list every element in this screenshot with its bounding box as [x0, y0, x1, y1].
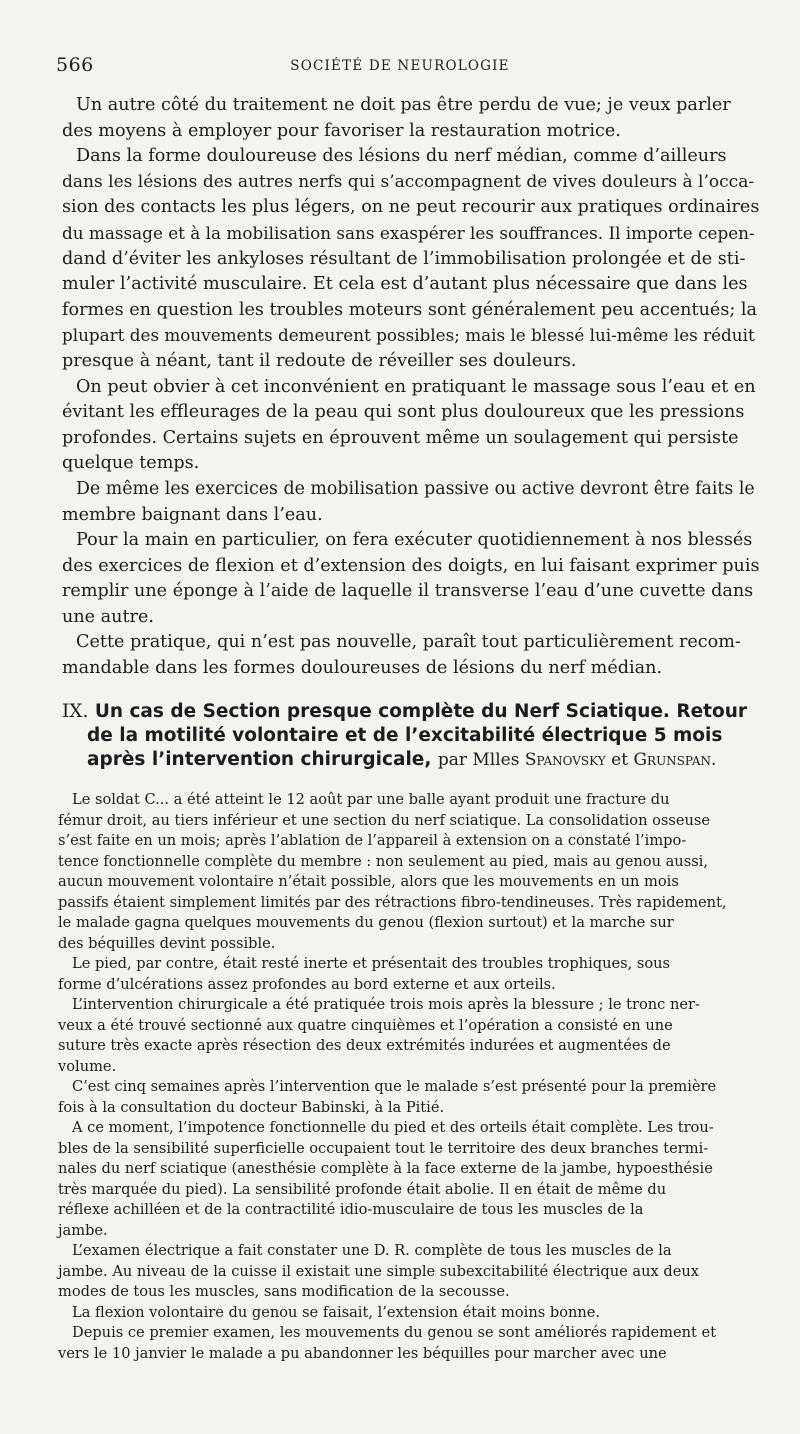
text-line: volume.: [58, 1057, 117, 1075]
text-line: veux a été trouvé sectionné aux quatre cinquièmes et l’opération a consisté en une: [58, 1016, 673, 1034]
section-heading-line: [62, 700, 782, 724]
text-line: mandable dans les formes douloureuses de lésions du nerf médian.: [62, 658, 663, 679]
text-line: Un autre côté du traitement ne doit pas être perdu de vue; je veux parler: [76, 95, 731, 115]
text-line: On peut obvier à cet inconvénient en pratiquant le massage sous l’eau et en: [76, 376, 756, 397]
text-line: fois à la consultation du docteur Babinski, à la Pitié.: [58, 1098, 445, 1116]
text-line: Le pied, par contre, était resté inerte et présentait des troubles trophiques, sous: [72, 955, 671, 972]
text-line: dans les lésions des autres nerfs qui s’accompagnent de vives douleurs à l’occa-: [62, 171, 755, 192]
case-report-text: [58, 790, 788, 1364]
text-line: profondes. Certains sujets en éprouvent même un soulagement qui persiste: [62, 427, 739, 448]
text-line: membre baignant dans l’eau.: [62, 504, 323, 525]
text-line: tence fonctionnelle complète du membre : non seulement au pied, mais au genou aussi,: [58, 852, 708, 870]
text-line: des moyens à employer pour favoriser la restauration motrice.: [62, 120, 621, 141]
text-line: Cette pratique, qui n’est pas nouvelle, paraît tout particulièrement recom-: [76, 632, 741, 653]
text-line: A ce moment, l’impotence fonctionnelle du pied et des orteils était complète. Les trou-: [72, 1119, 714, 1136]
text-line: bles de la sensibilité superficielle occupaient tout le territoire des deux branches termi-: [58, 1139, 709, 1157]
text-line: L’intervention chirurgicale a été pratiquée trois mois après la blessure ; le tronc ner-: [72, 996, 700, 1013]
section-heading: [62, 700, 782, 772]
text-line: des béquilles devint possible.: [58, 934, 276, 952]
page-number: 566: [56, 54, 94, 76]
text-line: aucun mouvement volontaire n’était possible, alors que les mouvements en un mois: [58, 873, 679, 890]
text-line: du massage et à la mobilisation sans exaspérer les souffrances. Il importe cepen-: [62, 222, 755, 243]
text-line: modes de tous les muscles, sans modification de la secousse.: [58, 1283, 510, 1300]
byline: [438, 750, 717, 770]
byline-prefix: par Mlles: [437, 750, 520, 770]
text-line: le malade gagna quelques mouvements du genou (flexion surtout) et la marche sur: [58, 914, 674, 931]
text-line: Depuis ce premier examen, les mouvements du genou se sont améliorés rapidement et: [72, 1324, 717, 1341]
text-line: remplir une éponge à l’aide de laquelle il transverse l’eau d’une cuvette dans: [62, 581, 754, 602]
text-line: La flexion volontaire du genou se faisait, l’extension était moins bonne.: [72, 1303, 601, 1321]
text-line: s’est faite en un mois; après l’ablation de l’appareil à extension on a constaté l’impo-: [58, 832, 687, 849]
text-line: plupart des mouvements demeurent possibles; mais le blessé lui-même les réduit: [62, 325, 755, 346]
body-text: [62, 93, 762, 682]
author-name: Grunspan.: [633, 750, 717, 770]
text-line: formes en question les troubles moteurs sont généralement peu accentués; la: [62, 299, 757, 320]
text-line: sion des contacts les plus légers, on ne peut recourir aux pratiques ordinaires: [62, 197, 760, 218]
text-line: réflexe achilléen et de la contractilité idio-musculaire de tous les muscles de la: [58, 1201, 644, 1218]
text-line: Dans la forme douloureuse des lésions du nerf médian, comme d’ailleurs: [76, 146, 727, 167]
section-number: IX.: [62, 701, 89, 722]
text-line: Le soldat C... a été atteint le 12 août par une balle ayant produit une fracture du: [72, 791, 670, 808]
text-line: vers le 10 janvier le malade a pu abandonner les béquilles pour marcher avec une: [58, 1344, 667, 1362]
byline-conjunction: et: [611, 750, 629, 770]
text-line: forme d’ulcérations assez profondes au bord externe et aux orteils.: [58, 975, 556, 993]
section-title-line-2: de la motilité volontaire et de l’excitabilité électrique 5 mois: [87, 725, 723, 746]
page-header: [0, 54, 800, 84]
text-line: des exercices de flexion et d’extension des doigts, en lui faisant exprimer puis: [62, 555, 760, 576]
running-head: SOCIÉTÉ DE NEUROLOGIE: [290, 58, 510, 74]
section-heading-line: [62, 724, 782, 748]
text-line: jambe. Au niveau de la cuisse il existait une simple subexcitabilité électrique aux deux: [58, 1262, 699, 1280]
text-line: jambe.: [58, 1221, 108, 1239]
text-line: L’examen électrique a fait constater une D. R. complète de tous les muscles de la: [72, 1242, 672, 1259]
text-line: suture très exacte après résection des deux extrémités indurées et augmentées de: [58, 1037, 671, 1054]
section-heading-line: [62, 748, 782, 772]
section-title-line-3: après l’intervention chirurgicale,: [87, 749, 432, 770]
text-line: C’est cinq semaines après l’intervention que le malade s’est présenté pour la première: [72, 1078, 717, 1095]
text-line: très marquée du pied). La sensibilité profonde était abolie. Il en était de même du: [58, 1180, 667, 1198]
author-name: Spanovsky: [524, 750, 606, 770]
text-line: De même les exercices de mobilisation passive ou active devront être faits le: [76, 478, 755, 499]
section-title-line-1: Un cas de Section presque complète du Nerf Sciatique. Retour: [94, 701, 748, 722]
text-line: presque à néant, tant il redoute de réveiller ses douleurs.: [62, 350, 577, 371]
text-line: fémur droit, au tiers inférieur et une section du nerf sciatique. La consolidation osseuse: [58, 811, 711, 829]
text-line: quelque temps.: [62, 453, 200, 474]
text-line: muler l’activité musculaire. Et cela est d’autant plus nécessaire que dans les: [62, 274, 748, 295]
text-line: dand d’éviter les ankyloses résultant de l’immobilisation prolongée et de sti-: [62, 248, 746, 269]
text-line: une autre.: [62, 606, 154, 627]
text-line: évitant les effleurages de la peau qui sont plus douloureux que les pressions: [62, 402, 745, 423]
text-line: Pour la main en particulier, on fera exécuter quotidiennement à nos blessés: [76, 530, 753, 551]
text-line: nales du nerf sciatique (anesthésie complète à la face externe de la jambe, hypoesthésie: [58, 1160, 713, 1177]
text-line: passifs étaient simplement limités par des rétractions fibro-tendineuses. Très rapidement,: [58, 893, 727, 911]
